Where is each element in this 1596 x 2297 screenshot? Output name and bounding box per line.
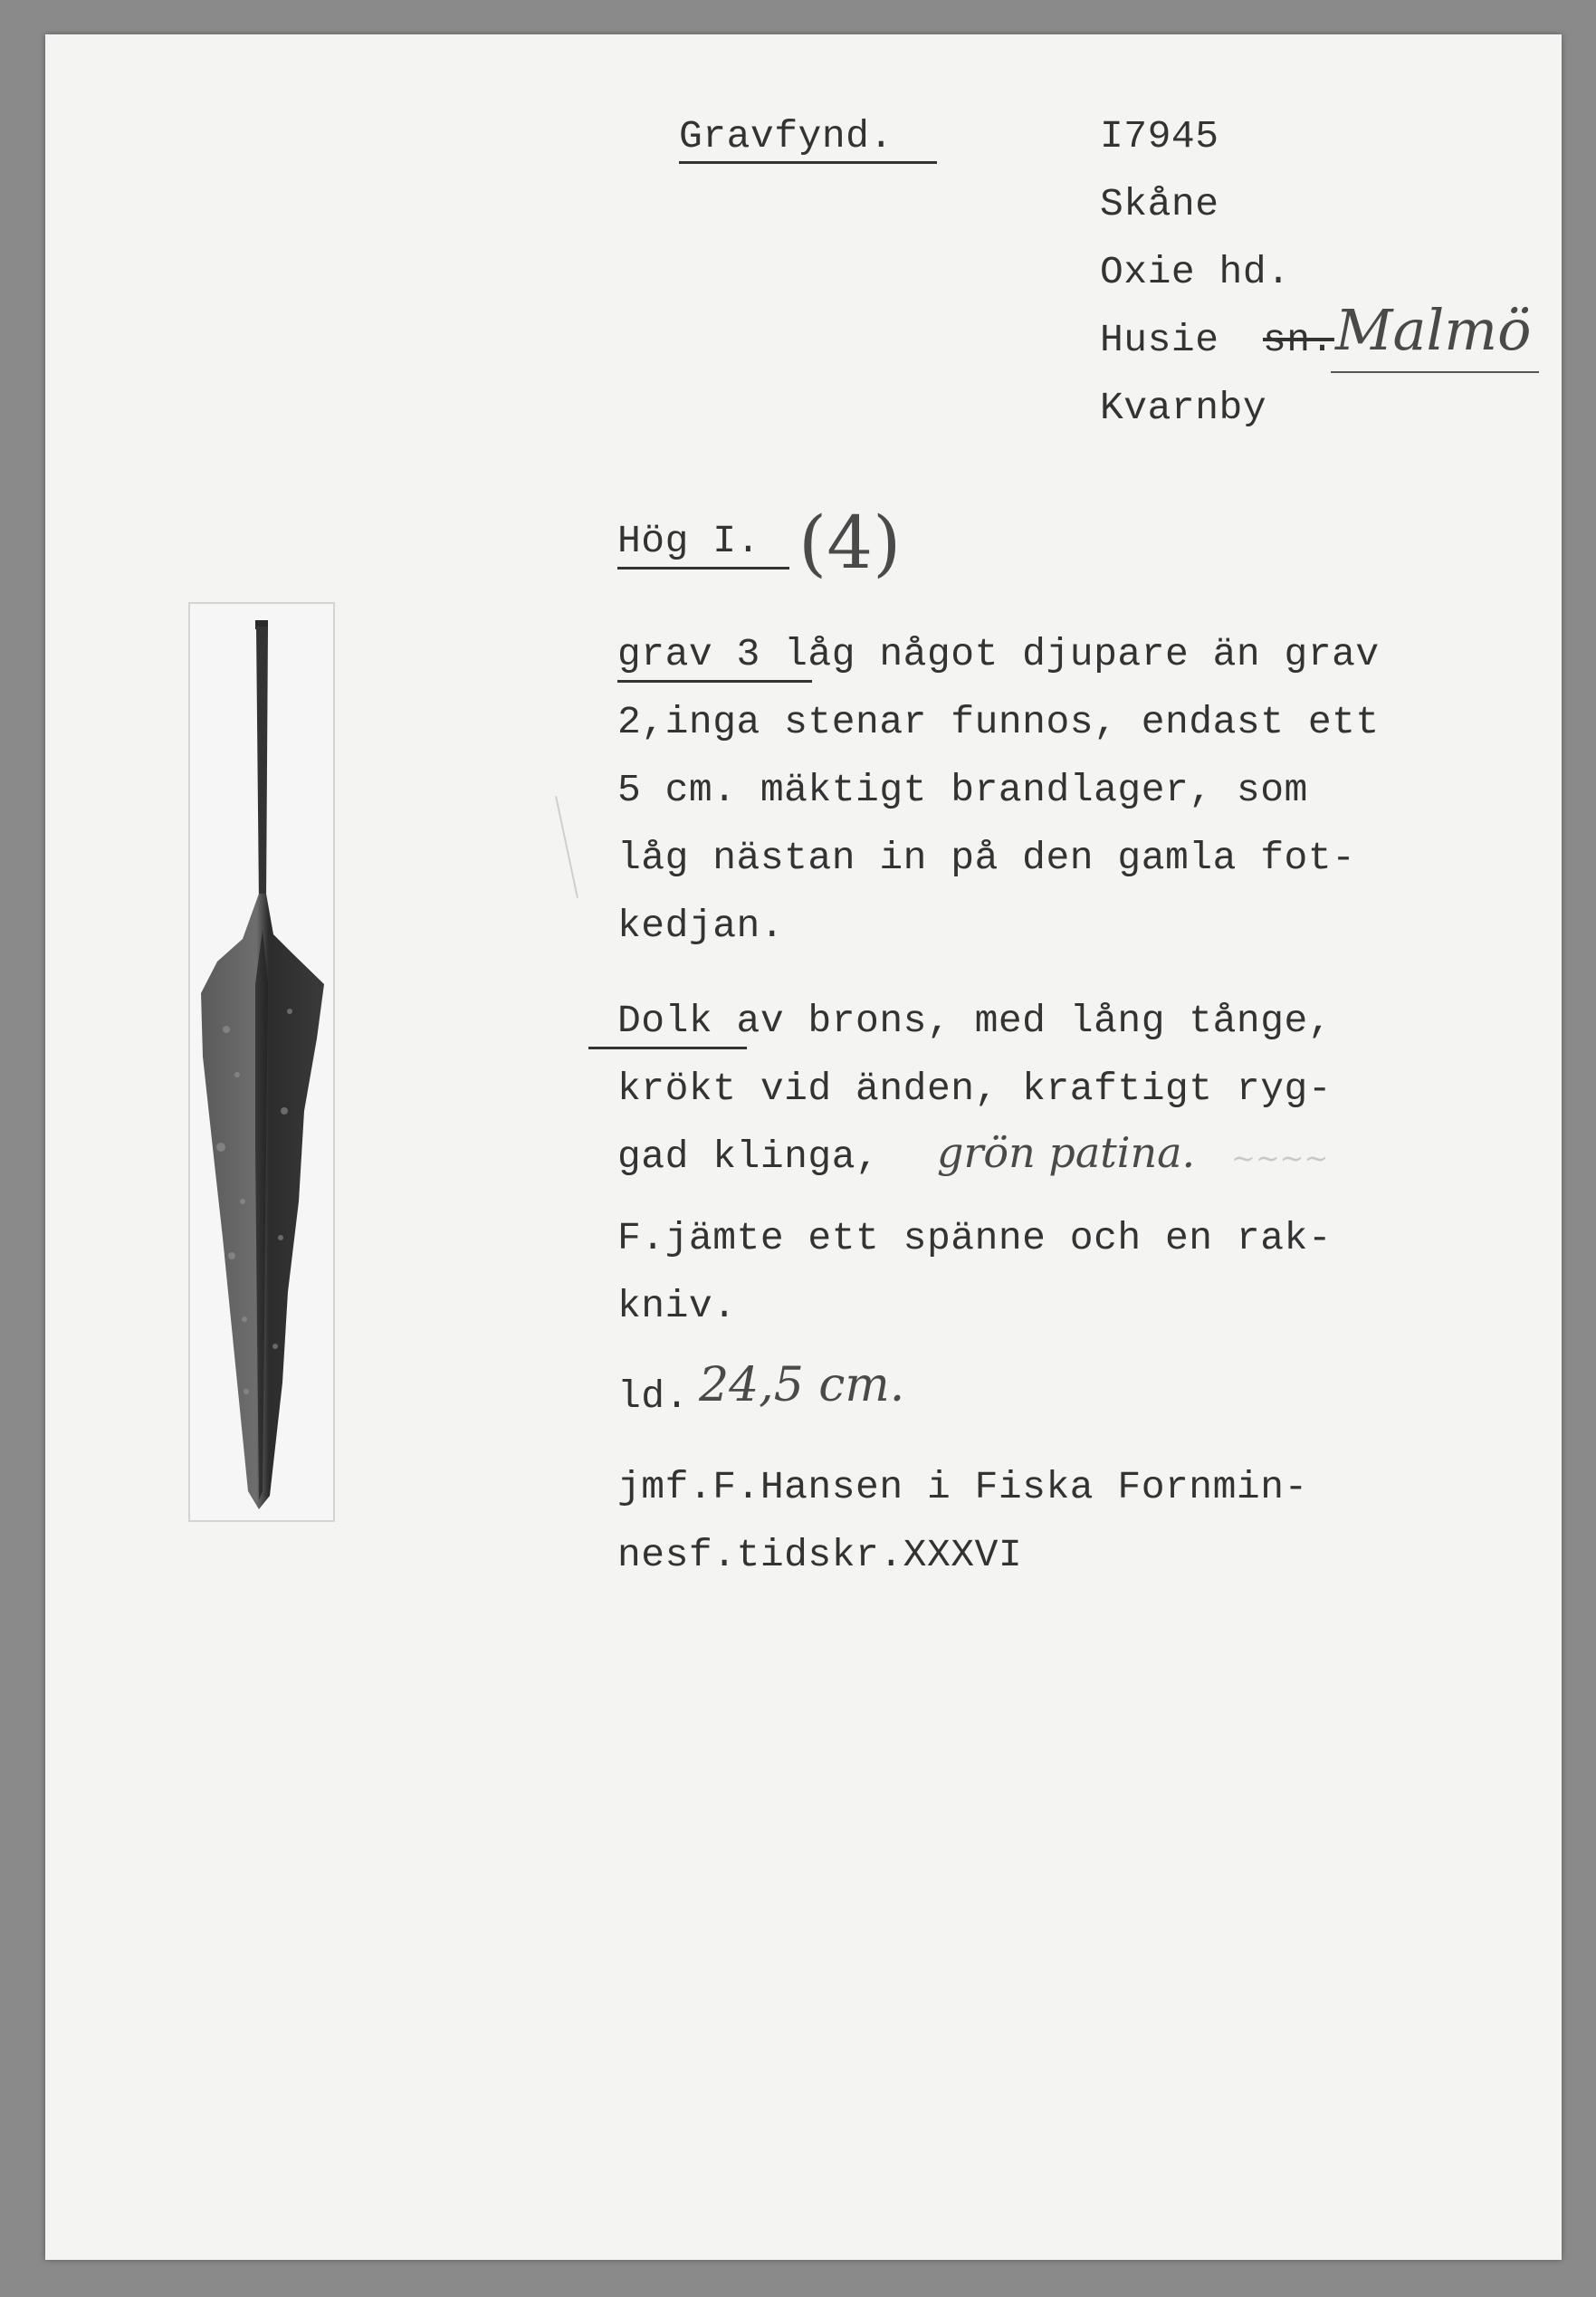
object-line-1-rest: av brons, med lång tånge, [712, 999, 1333, 1043]
parish-struck: sn. [1263, 318, 1334, 362]
grave-line-5: kedjan. [617, 904, 785, 948]
catalog-card [45, 34, 1562, 2260]
grave-line-2: 2,inga stenar funnos, endast ett [617, 700, 1380, 744]
grave-line-1 [617, 632, 1380, 676]
parish-handwritten: Malmö [1335, 297, 1532, 363]
object-line-3: gad klinga, [617, 1134, 880, 1179]
grave-line-1-rest: låg något djupare än grav [760, 632, 1380, 676]
grave-line-4: låg nästan in på den gamla fot- [617, 836, 1356, 880]
object-line-2: krökt vid änden, kraftigt ryg- [617, 1067, 1333, 1111]
found-with-line-1: F.jämte ett spänne och en rak- [617, 1216, 1333, 1260]
length-handwritten-value: 24,5 cm. [699, 1358, 905, 1412]
grave-line-3: 5 cm. mäktigt brandlager, som [617, 768, 1308, 812]
grave-underline [617, 680, 812, 683]
parish-underline [1331, 371, 1539, 373]
parish-typed: Husie [1100, 318, 1219, 362]
reference-line-2: nesf.tidskr.XXXVI [617, 1533, 1023, 1577]
reference-line-1: jmf.F.Hansen i Fiska Fornmin- [617, 1465, 1308, 1509]
object-line-1 [617, 999, 1332, 1043]
faint-pencil-mark: ~~~~ [1231, 1141, 1329, 1175]
found-with-line-2: kniv. [617, 1284, 737, 1328]
card-heading: Gravfynd. [679, 114, 894, 158]
dagger-tang [256, 627, 268, 903]
village: Kvarnby [1100, 386, 1267, 430]
object-underlined: Dolk [617, 999, 713, 1043]
dagger-image [190, 604, 333, 1520]
object-handwritten-note: grön patina. [937, 1128, 1196, 1177]
heading-underline [679, 161, 937, 164]
grave-underlined: grav 3 [617, 632, 760, 676]
stray-pencil-stroke [555, 796, 578, 898]
province: Skåne [1100, 182, 1219, 226]
object-underline [588, 1047, 747, 1049]
length-label: ld. [617, 1374, 689, 1419]
district: Oxie hd. [1100, 250, 1291, 294]
mound-underline [617, 567, 789, 569]
dagger-photo [188, 602, 335, 1522]
mound-label: Hög I. [617, 519, 760, 563]
mound-handwritten-number: (4) [798, 501, 902, 585]
catalog-number: I7945 [1100, 114, 1219, 158]
